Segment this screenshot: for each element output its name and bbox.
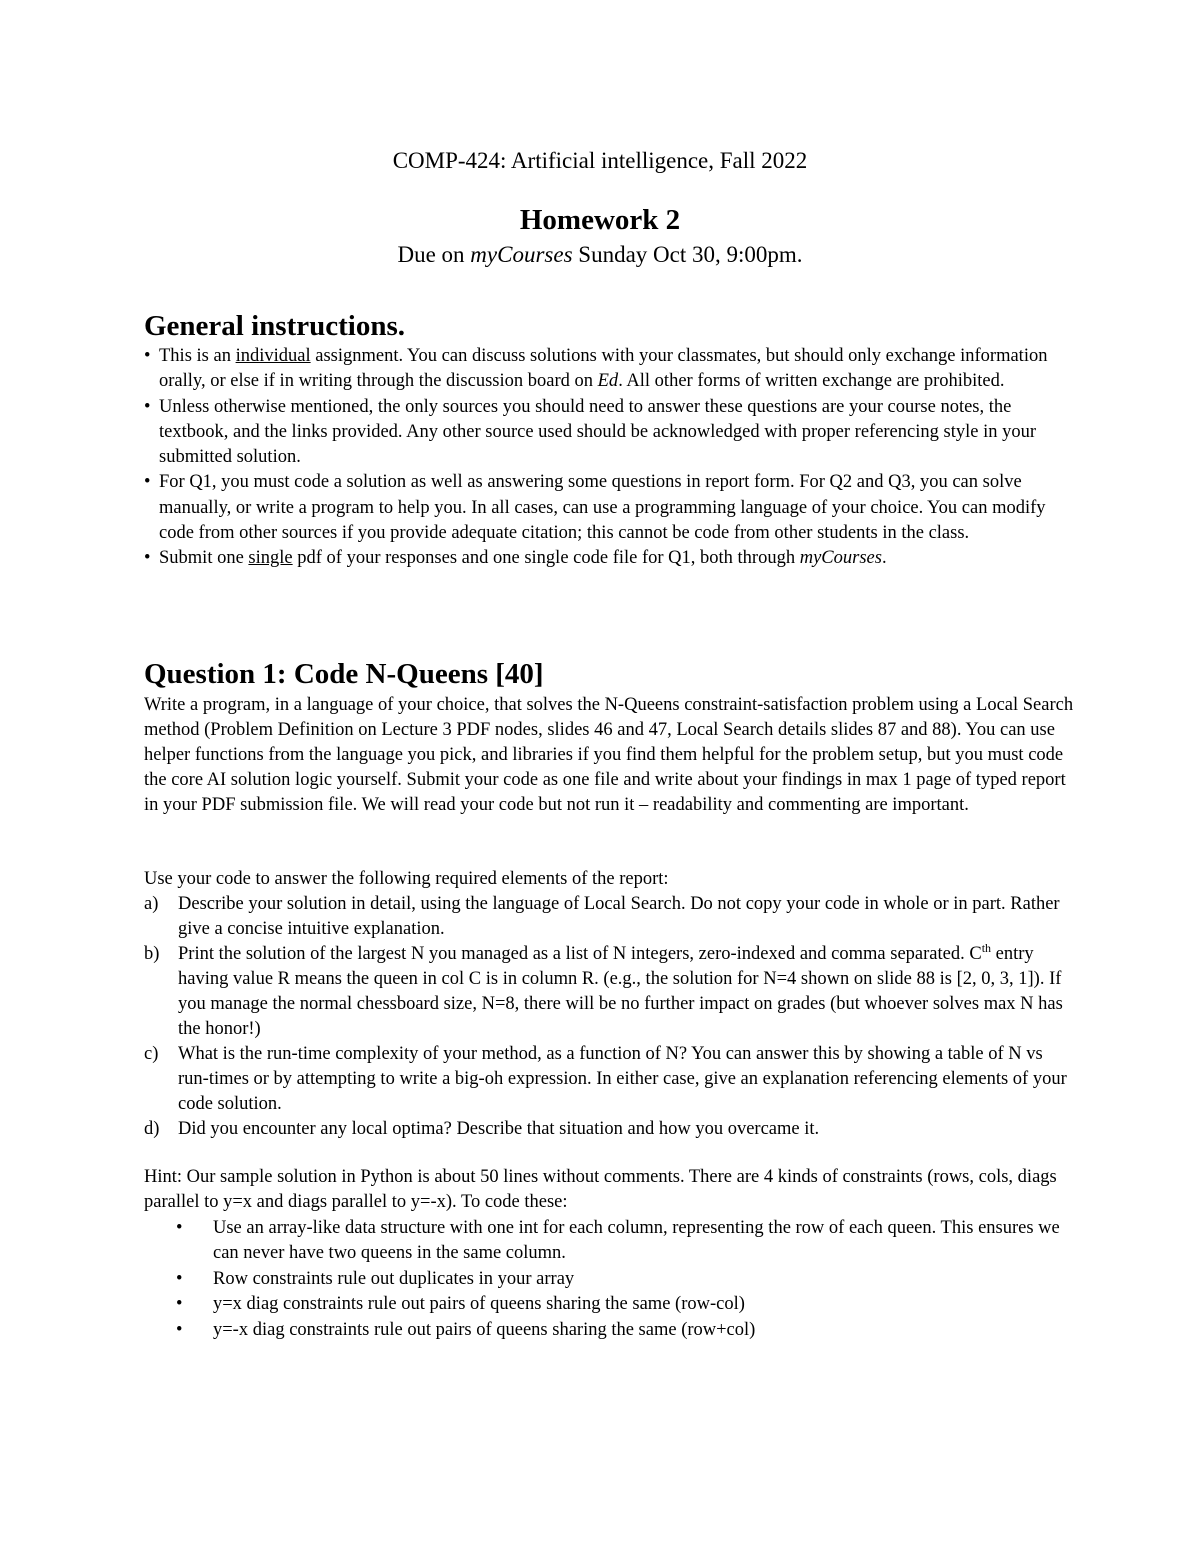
bullet-icon: • <box>176 1218 183 1238</box>
due-prefix: Due on <box>397 242 471 267</box>
underlined-text: single <box>248 548 293 569</box>
report-elements-list <box>144 892 1074 1142</box>
course-title: COMP-424: Artificial intelligence, Fall 2022 <box>392 148 808 173</box>
italic-text: Ed <box>597 371 619 392</box>
bullet-icon: • <box>144 548 151 569</box>
list-item <box>144 1117 1074 1142</box>
general-instructions-heading: General instructions. <box>144 310 405 342</box>
hint-paragraph: Hint: Our sample solution in Python is about 50 lines without comments. There are 4 kinds of constraints (rows, cols, diags parallel to y=x and diags parallel to y=-x). To code these: <box>144 1167 1057 1212</box>
due-platform: myCourses <box>470 242 573 267</box>
general-instructions-list <box>144 344 1074 572</box>
item-text: Unless otherwise mentioned, the only sources you should need to answer these questions are your course notes, the textbook, and the links provided. Any other source used should be acknowledged with proper referencing style in your submitted solution. <box>159 396 1036 468</box>
bullet-icon: • <box>176 1319 183 1340</box>
bullet-icon: • <box>176 1268 183 1289</box>
report-intro: Use your code to answer the following required elements of the report: <box>144 869 669 889</box>
bullet-icon: • <box>176 1294 183 1315</box>
item-text: Describe your solution in detail, using the language of Local Search. Do not copy your code in whole or in part. Rather give a concise intuitive explanation. <box>178 894 1060 939</box>
item-text: Use an array-like data structure with one int for each column, representing the row of each queen. This ensures we can never have two queens in the same column. <box>213 1218 1060 1264</box>
item-text: Submit one <box>159 548 249 569</box>
superscript: th <box>981 940 992 955</box>
item-text: For Q1, you must code a solution as well as answering some questions in report form. For Q2 and Q3, you can solve manually, or write a program to help you. In all cases, can use a programming language of your choice. You can modify code from other sources if you provide adequate citation; this cannot be code from other students in the class. <box>159 472 1046 544</box>
question1-heading: Question 1: Code N-Queens [40] <box>144 658 544 690</box>
underlined-text: individual <box>235 346 311 366</box>
list-item <box>144 942 1074 1042</box>
bullet-icon: • <box>144 396 151 417</box>
item-text: This is an <box>159 346 236 366</box>
list-item <box>176 1318 1066 1343</box>
item-text: y=x diag constraints rule out pairs of queens sharing the same (row-col) <box>213 1294 745 1315</box>
list-item <box>176 1216 1066 1267</box>
list-marker: d) <box>144 1119 160 1139</box>
list-item <box>144 470 1074 546</box>
item-text: . <box>881 548 887 569</box>
item-text: Did you encounter any local optima? Describe that situation and how you overcame it. <box>178 1119 820 1139</box>
list-marker: c) <box>144 1044 159 1064</box>
item-text: y=-x diag constraints rule out pairs of queens sharing the same (row+col) <box>213 1319 756 1340</box>
bullet-icon: • <box>144 346 151 366</box>
item-text: . All other forms of written exchange are prohibited. <box>618 371 1005 392</box>
list-marker: b) <box>144 944 160 964</box>
list-item <box>144 395 1074 471</box>
list-marker: a) <box>144 894 159 914</box>
due-suffix: Sunday Oct 30, 9:00pm. <box>572 242 803 267</box>
italic-text: myCourses <box>799 548 882 569</box>
list-item <box>144 1042 1074 1117</box>
item-text: Print the solution of the largest N you managed as a list of N integers, zero-indexed and comma separated. C <box>178 944 982 964</box>
list-item <box>144 546 1074 571</box>
item-text: Row constraints rule out duplicates in your array <box>213 1268 575 1289</box>
due-date-line <box>0 240 1200 270</box>
homework-title: Homework 2 <box>519 204 681 236</box>
list-item <box>144 344 1074 395</box>
question1-intro: Write a program, in a language of your choice, that solves the N-Queens constraint-satisfaction problem using a Local Search method (Problem Definition on Lecture 3 PDF nodes, slides 46 and 47, Local Search details slides 87 and 88). You can use helper functions from the language you pick, and libraries if you find them helpful for the problem setup, but you must code the core AI solution logic yourself. Submit your code as one file and write about your findings in max 1 page of typed report in your PDF submission file. We will read your code but not run it – readability and commenting are important. <box>144 695 1074 815</box>
item-text: entry having value R means the queen in col C is in column R. (e.g., the solution for N=4 shown on slide 88 is [2, 0, 3, 1]). If you manage the normal chessboard size, N=8, there will be no further impact on grades (but whoever solves max N has the honor!) <box>178 944 1063 1039</box>
list-item <box>176 1267 1066 1292</box>
item-text: assignment. You can discuss solutions with your classmates, but should only exchange information orally, or else if in writing through the discussion board on <box>159 346 1048 392</box>
item-text: What is the run-time complexity of your method, as a function of N? You can answer this by showing a table of N vs run-times or by attempting to write a big-oh expression. In either case, give an explanation referencing elements of your code solution. <box>178 1044 1067 1114</box>
bullet-icon: • <box>144 472 151 493</box>
list-item <box>176 1292 1066 1317</box>
hint-list <box>176 1216 1066 1343</box>
item-text: pdf of your responses and one single code file for Q1, both through <box>292 548 800 569</box>
list-item <box>144 892 1074 942</box>
